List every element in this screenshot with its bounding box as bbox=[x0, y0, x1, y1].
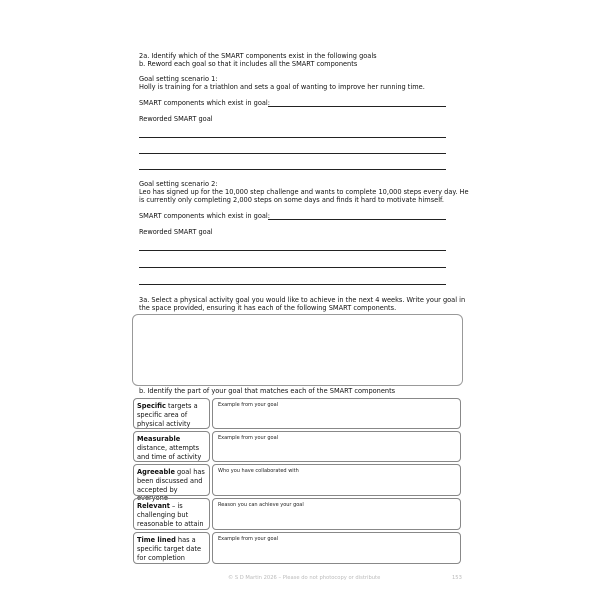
field-placeholder: Example from your goal bbox=[218, 435, 279, 441]
smart-desc: has a bbox=[175, 536, 196, 544]
relevant-answer-field[interactable] bbox=[212, 498, 461, 530]
goal-answer-box[interactable] bbox=[132, 314, 463, 386]
smart-term: Measurable bbox=[137, 435, 181, 443]
smart-desc: reasonable to attain bbox=[137, 519, 204, 528]
copyright-notice: © S D Martin 2026 – Please do not photocopy or distribute bbox=[228, 575, 381, 581]
question-3b: b. Identify the part of your goal that matches each of the SMART components bbox=[139, 387, 396, 395]
smart-term: Agreeable bbox=[137, 468, 175, 476]
scenario-1-answer-line[interactable] bbox=[139, 169, 446, 170]
field-placeholder: Example from your goal bbox=[218, 402, 279, 408]
scenario-1-components-label: SMART components which exist in goal: bbox=[139, 99, 270, 107]
scenario-2-answer-line[interactable] bbox=[139, 267, 446, 268]
smart-desc: distance, attempts bbox=[137, 443, 200, 452]
scenario-1-text: Holly is training for a triathlon and sets a goal of wanting to improve her running time. bbox=[139, 83, 425, 91]
smart-desc: – is bbox=[169, 502, 183, 510]
page-number: 153 bbox=[452, 575, 462, 581]
scenario-1-answer-line[interactable] bbox=[139, 153, 446, 154]
agreeable-answer-field[interactable] bbox=[212, 464, 461, 496]
smart-label-measurable bbox=[133, 431, 210, 462]
field-placeholder: Who you have collaborated with bbox=[218, 468, 299, 474]
scenario-2-answer-line[interactable] bbox=[139, 284, 446, 285]
scenario-1-answer-line[interactable] bbox=[139, 137, 446, 138]
smart-desc: specific target date bbox=[137, 544, 202, 553]
smart-label-relevant bbox=[133, 498, 210, 530]
smart-label-specific bbox=[133, 398, 210, 429]
smart-label-time-lined bbox=[133, 532, 210, 564]
scenario-1-reworded-label: Reworded SMART goal bbox=[139, 115, 213, 123]
smart-term: Relevant bbox=[137, 502, 170, 510]
smart-desc: physical activity bbox=[137, 419, 191, 428]
scenario-2-title: Goal setting scenario 2: bbox=[139, 180, 218, 188]
smart-desc: specific area of bbox=[137, 410, 188, 419]
smart-desc: accepted by everyone bbox=[137, 485, 178, 503]
scenario-2-components-answer-line[interactable] bbox=[268, 219, 446, 220]
scenario-2-reworded-label: Reworded SMART goal bbox=[139, 228, 213, 236]
smart-term: Specific bbox=[137, 402, 166, 410]
question-3a-line-1: 3a. Select a physical activity goal you would like to achieve in the next 4 weeks. Write your goal in bbox=[139, 296, 466, 304]
scenario-2-text-line-2: is currently only completing 2,000 steps on some days and finds it hard to motivate himself. bbox=[139, 196, 444, 204]
question-3a-line-2: the space provided, ensuring it has each of the following SMART components. bbox=[139, 304, 397, 312]
question-2b: b. Reword each goal so that it includes all the SMART components bbox=[139, 60, 358, 68]
field-placeholder: Example from your goal bbox=[218, 536, 279, 542]
scenario-1-components-answer-line[interactable] bbox=[268, 106, 446, 107]
scenario-2-answer-line[interactable] bbox=[139, 250, 446, 251]
scenario-1-title: Goal setting scenario 1: bbox=[139, 75, 218, 83]
scenario-2-components-label: SMART components which exist in goal: bbox=[139, 212, 270, 220]
scenario-2-text-line-1: Leo has signed up for the 10,000 step challenge and wants to complete 10,000 steps every day. He bbox=[139, 188, 469, 196]
smart-desc: goal has bbox=[174, 468, 205, 476]
specific-answer-field[interactable] bbox=[212, 398, 461, 429]
smart-desc: challenging but bbox=[137, 510, 189, 519]
measurable-answer-field[interactable] bbox=[212, 431, 461, 462]
smart-term: Time lined bbox=[137, 536, 176, 544]
question-2a: 2a. Identify which of the SMART components exist in the following goals bbox=[139, 52, 377, 60]
smart-label-agreeable bbox=[133, 464, 210, 503]
smart-desc: targets a bbox=[165, 402, 198, 410]
time-lined-answer-field[interactable] bbox=[212, 532, 461, 564]
smart-desc: and time of activity bbox=[137, 452, 202, 461]
smart-desc: for completion bbox=[137, 553, 185, 562]
smart-desc: been discussed and bbox=[137, 476, 203, 485]
field-placeholder: Reason you can achieve your goal bbox=[218, 502, 304, 508]
